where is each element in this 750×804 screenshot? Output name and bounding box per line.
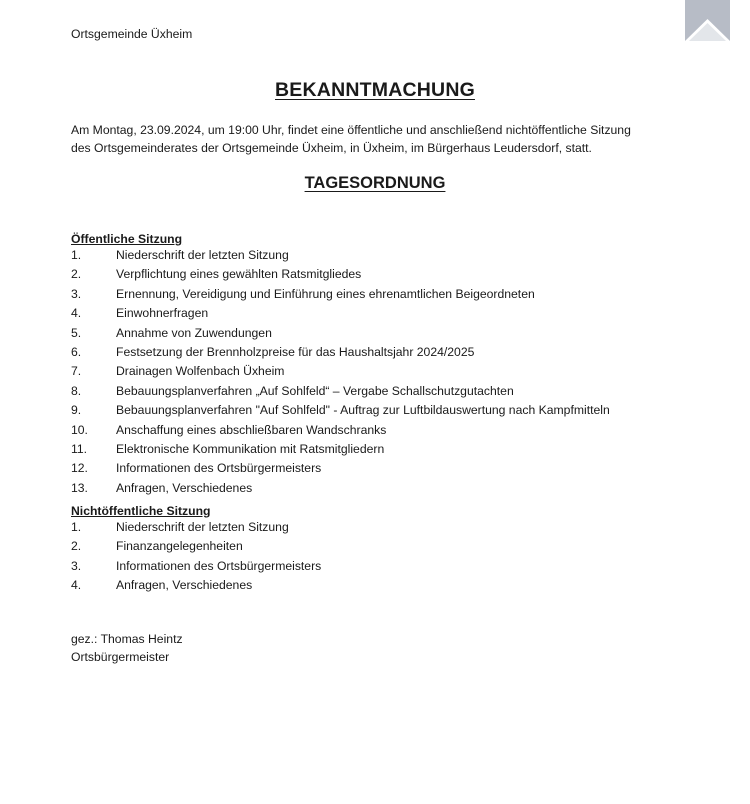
item-text: Bebauungsplanverfahren "Auf Sohlfeld" - Auftrag zur Luftbildauswertung nach Kampfmitteln bbox=[116, 403, 610, 418]
list-item bbox=[71, 576, 321, 595]
list-item bbox=[71, 421, 610, 440]
public-session-heading: Öffentliche Sitzung bbox=[71, 232, 183, 246]
item-text: Verpflichtung eines gewählten Ratsmitgliedes bbox=[116, 267, 362, 282]
announcement-intro bbox=[71, 121, 671, 157]
item-text: Informationen des Ortsbürgermeisters bbox=[116, 461, 322, 476]
list-item bbox=[71, 459, 610, 478]
item-number: 3. bbox=[71, 286, 82, 301]
item-number: 2. bbox=[71, 539, 82, 554]
list-item bbox=[71, 382, 610, 401]
list-item bbox=[71, 440, 610, 459]
item-number: 4. bbox=[71, 306, 82, 321]
agenda-title: TAGESORDNUNG bbox=[304, 174, 446, 192]
list-item bbox=[71, 285, 610, 304]
item-text: Festsetzung der Brennholzpreise für das Haushaltsjahr 2024/2025 bbox=[116, 344, 475, 359]
list-item bbox=[71, 537, 321, 556]
item-text: Ernennung, Vereidigung und Einführung eines ehrenamtlichen Beigeordneten bbox=[116, 286, 535, 301]
list-item bbox=[71, 518, 321, 537]
item-text: Finanzangelegenheiten bbox=[116, 539, 243, 554]
item-number: 11. bbox=[71, 441, 88, 456]
item-text: Informationen des Ortsbürgermeisters bbox=[116, 558, 322, 573]
item-text: Bebauungsplanverfahren „Auf Sohlfeld“ – Vergabe Schallschutzgutachten bbox=[116, 383, 514, 398]
list-item bbox=[71, 401, 610, 420]
list-item bbox=[71, 304, 610, 323]
signature-name: gez.: Thomas Heintz bbox=[71, 632, 183, 646]
private-session-heading: Nichtöffentliche Sitzung bbox=[71, 504, 211, 518]
list-item bbox=[71, 362, 610, 381]
item-text: Niederschrift der letzten Sitzung bbox=[116, 248, 289, 262]
item-number: 10. bbox=[71, 422, 88, 437]
item-number: 3. bbox=[71, 558, 82, 573]
item-number: 5. bbox=[71, 325, 82, 340]
item-text: Anfragen, Verschiedenes bbox=[116, 578, 253, 593]
page-corner-fold-icon bbox=[685, 0, 730, 41]
item-text: Drainagen Wolfenbach Üxheim bbox=[116, 364, 285, 379]
item-number: 4. bbox=[71, 578, 82, 593]
intro-line-1: Am Montag, 23.09.2024, um 19:00 Uhr, findet eine öffentliche und anschließend nichtöffentliche Sitzung bbox=[71, 123, 631, 137]
item-number: 8. bbox=[71, 383, 82, 398]
signature-block bbox=[71, 631, 183, 666]
item-text: Anschaffung eines abschließbaren Wandschranks bbox=[116, 422, 387, 437]
intro-line-2: des Ortsgemeinderates der Ortsgemeinde Üxheim, in Üxheim, im Bürgerhaus Leudersdorf, statt. bbox=[71, 141, 592, 155]
list-item bbox=[71, 343, 610, 362]
item-text: Niederschrift der letzten Sitzung bbox=[116, 520, 289, 534]
list-item bbox=[71, 324, 610, 343]
item-number: 2. bbox=[71, 267, 82, 282]
item-text: Einwohnerfragen bbox=[116, 306, 209, 321]
item-number: 1. bbox=[71, 520, 82, 534]
item-number: 9. bbox=[71, 403, 82, 418]
item-number: 1. bbox=[71, 248, 82, 262]
public-agenda-list bbox=[71, 246, 610, 498]
list-item bbox=[71, 479, 610, 498]
item-text: Elektronische Kommunikation mit Ratsmitgliedern bbox=[116, 441, 385, 456]
document-title: BEKANNTMACHUNG bbox=[275, 79, 475, 101]
item-text: Annahme von Zuwendungen bbox=[116, 325, 272, 340]
private-agenda-list bbox=[71, 518, 321, 596]
item-text: Anfragen, Verschiedenes bbox=[116, 480, 253, 495]
item-number: 12. bbox=[71, 461, 88, 476]
list-item bbox=[71, 557, 321, 576]
item-number: 6. bbox=[71, 344, 82, 359]
list-item bbox=[71, 265, 610, 284]
item-number: 7. bbox=[71, 364, 82, 379]
item-number: 13. bbox=[71, 480, 88, 495]
organization-header: Ortsgemeinde Üxheim bbox=[71, 27, 193, 41]
list-item bbox=[71, 246, 610, 265]
signature-role: Ortsbürgermeister bbox=[71, 649, 170, 664]
